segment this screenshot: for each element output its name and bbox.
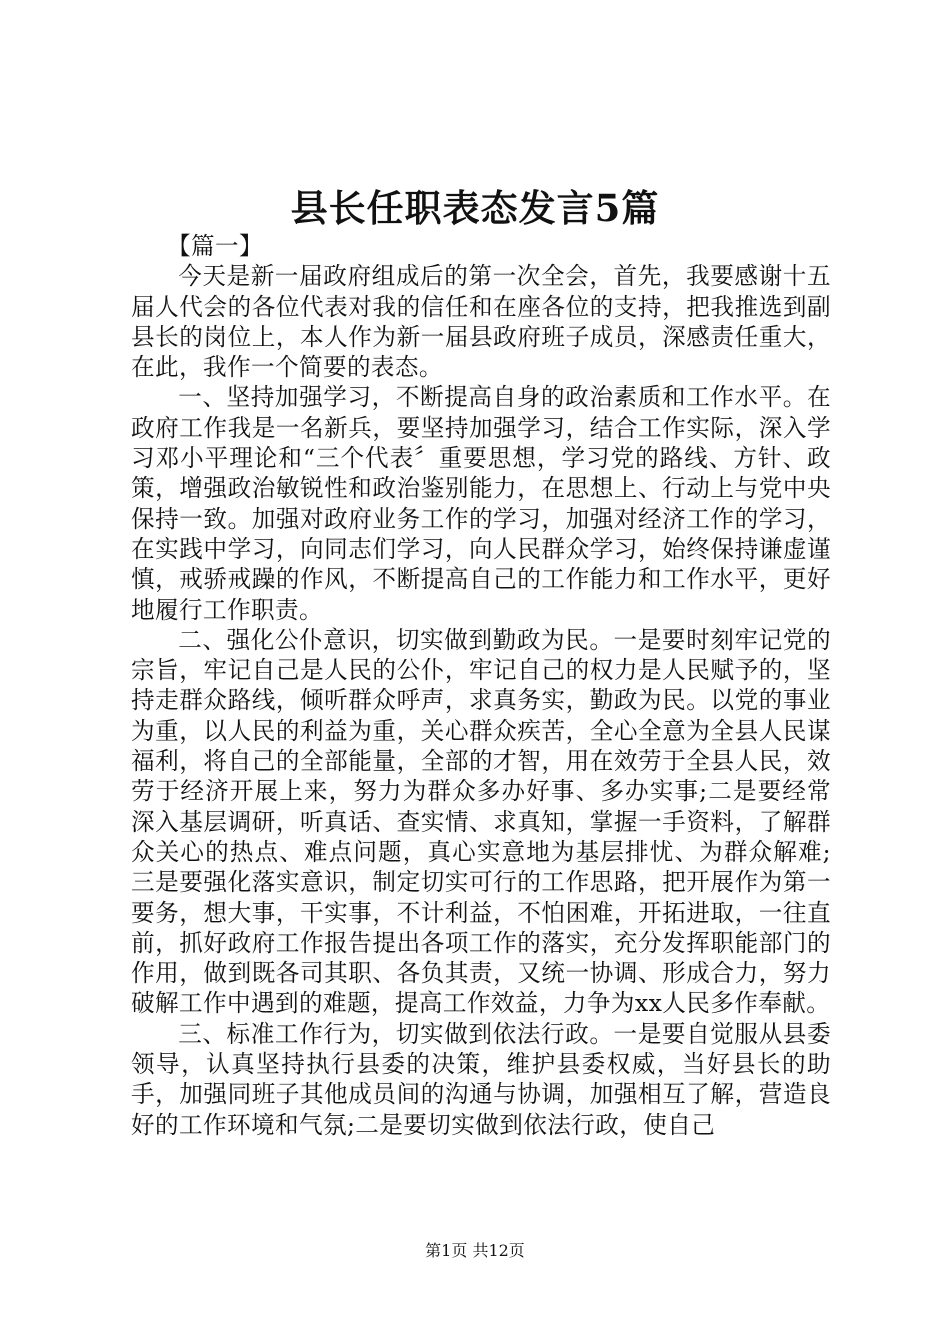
section-tag: 【篇一】 [167,232,263,260]
document-body [131,231,831,1140]
paragraph-study: 一、坚持加强学习，不断提高自身的政治素质和工作水平。在政府工作我是一名新兵，要坚持加强学习，结合工作实际，深入学习邓小平理论和“三个代表〞重要思想，学习党的路线、方针、政策，增强政治敏锐性和政治鉴别能力，在思想上、行动上与党中央保持一致。加强对政府业务工作的学习，加强对经济工作的学习，在实践中学习，向同志们学习，向人民群众学习，始终保持谦虚谨慎，戒骄戒躁的作风，不断提高自己的工作能力和工作水平，更好地履行工作职责。 [131,383,831,624]
paragraph-law-administration: 三、标准工作行为，切实做到依法行政。一是要自觉服从县委领导，认真坚持执行县委的决策，维护县委权威，当好县长的助手，加强同班子其他成员间的沟通与协调，加强相互了解，营造良好的工作环境和气氛;二是要切实做到依法行政，使自己 [131,1019,831,1139]
paragraph-intro: 今天是新一届政府组成后的第一次全会，首先，我要感谢十五届人代会的各位代表对我的信任和在座各位的支持，把我推选到副县长的岗位上，本人作为新一届县政府班子成员，深感责任重大，在此，我作一个简要的表态。 [131,262,831,382]
page-footer: 第1页 共12页 [425,1241,525,1260]
document-title: 县长任职表态发言5篇 [290,186,660,230]
paragraph-public-servant: 二、强化公仆意识，切实做到勤政为民。一是要时刻牢记党的宗旨，牢记自己是人民的公仆，牢记自己的权力是人民赋予的，坚持走群众路线，倾听群众呼声，求真务实，勤政为民。以党的事业为重，以人民的利益为重，关心群众疾苦，全心全意为全县人民谋福利，将自己的全部能量，全部的才智，用在效劳于全县人民，效劳于经济开展上来，努力为群众多办好事、多办实事;二是要经常深入基层调研，听真话、查实情、求真知，掌握一手资料，了解群众关心的热点、难点问题，真心实意地为基层排忧、为群众解难;三是要强化落实意识，制定切实可行的工作思路，把开展作为第一要务，想大事，干实事，不计利益，不怕困难，开拓进取，一往直前，抓好政府工作报告提出各项工作的落实，充分发挥职能部门的作用，做到既各司其职、各负其责，又统一协调、形成合力，努力破解工作中遇到的难题，提高工作效益，力争为xx人民多作奉献。 [131,625,831,1018]
